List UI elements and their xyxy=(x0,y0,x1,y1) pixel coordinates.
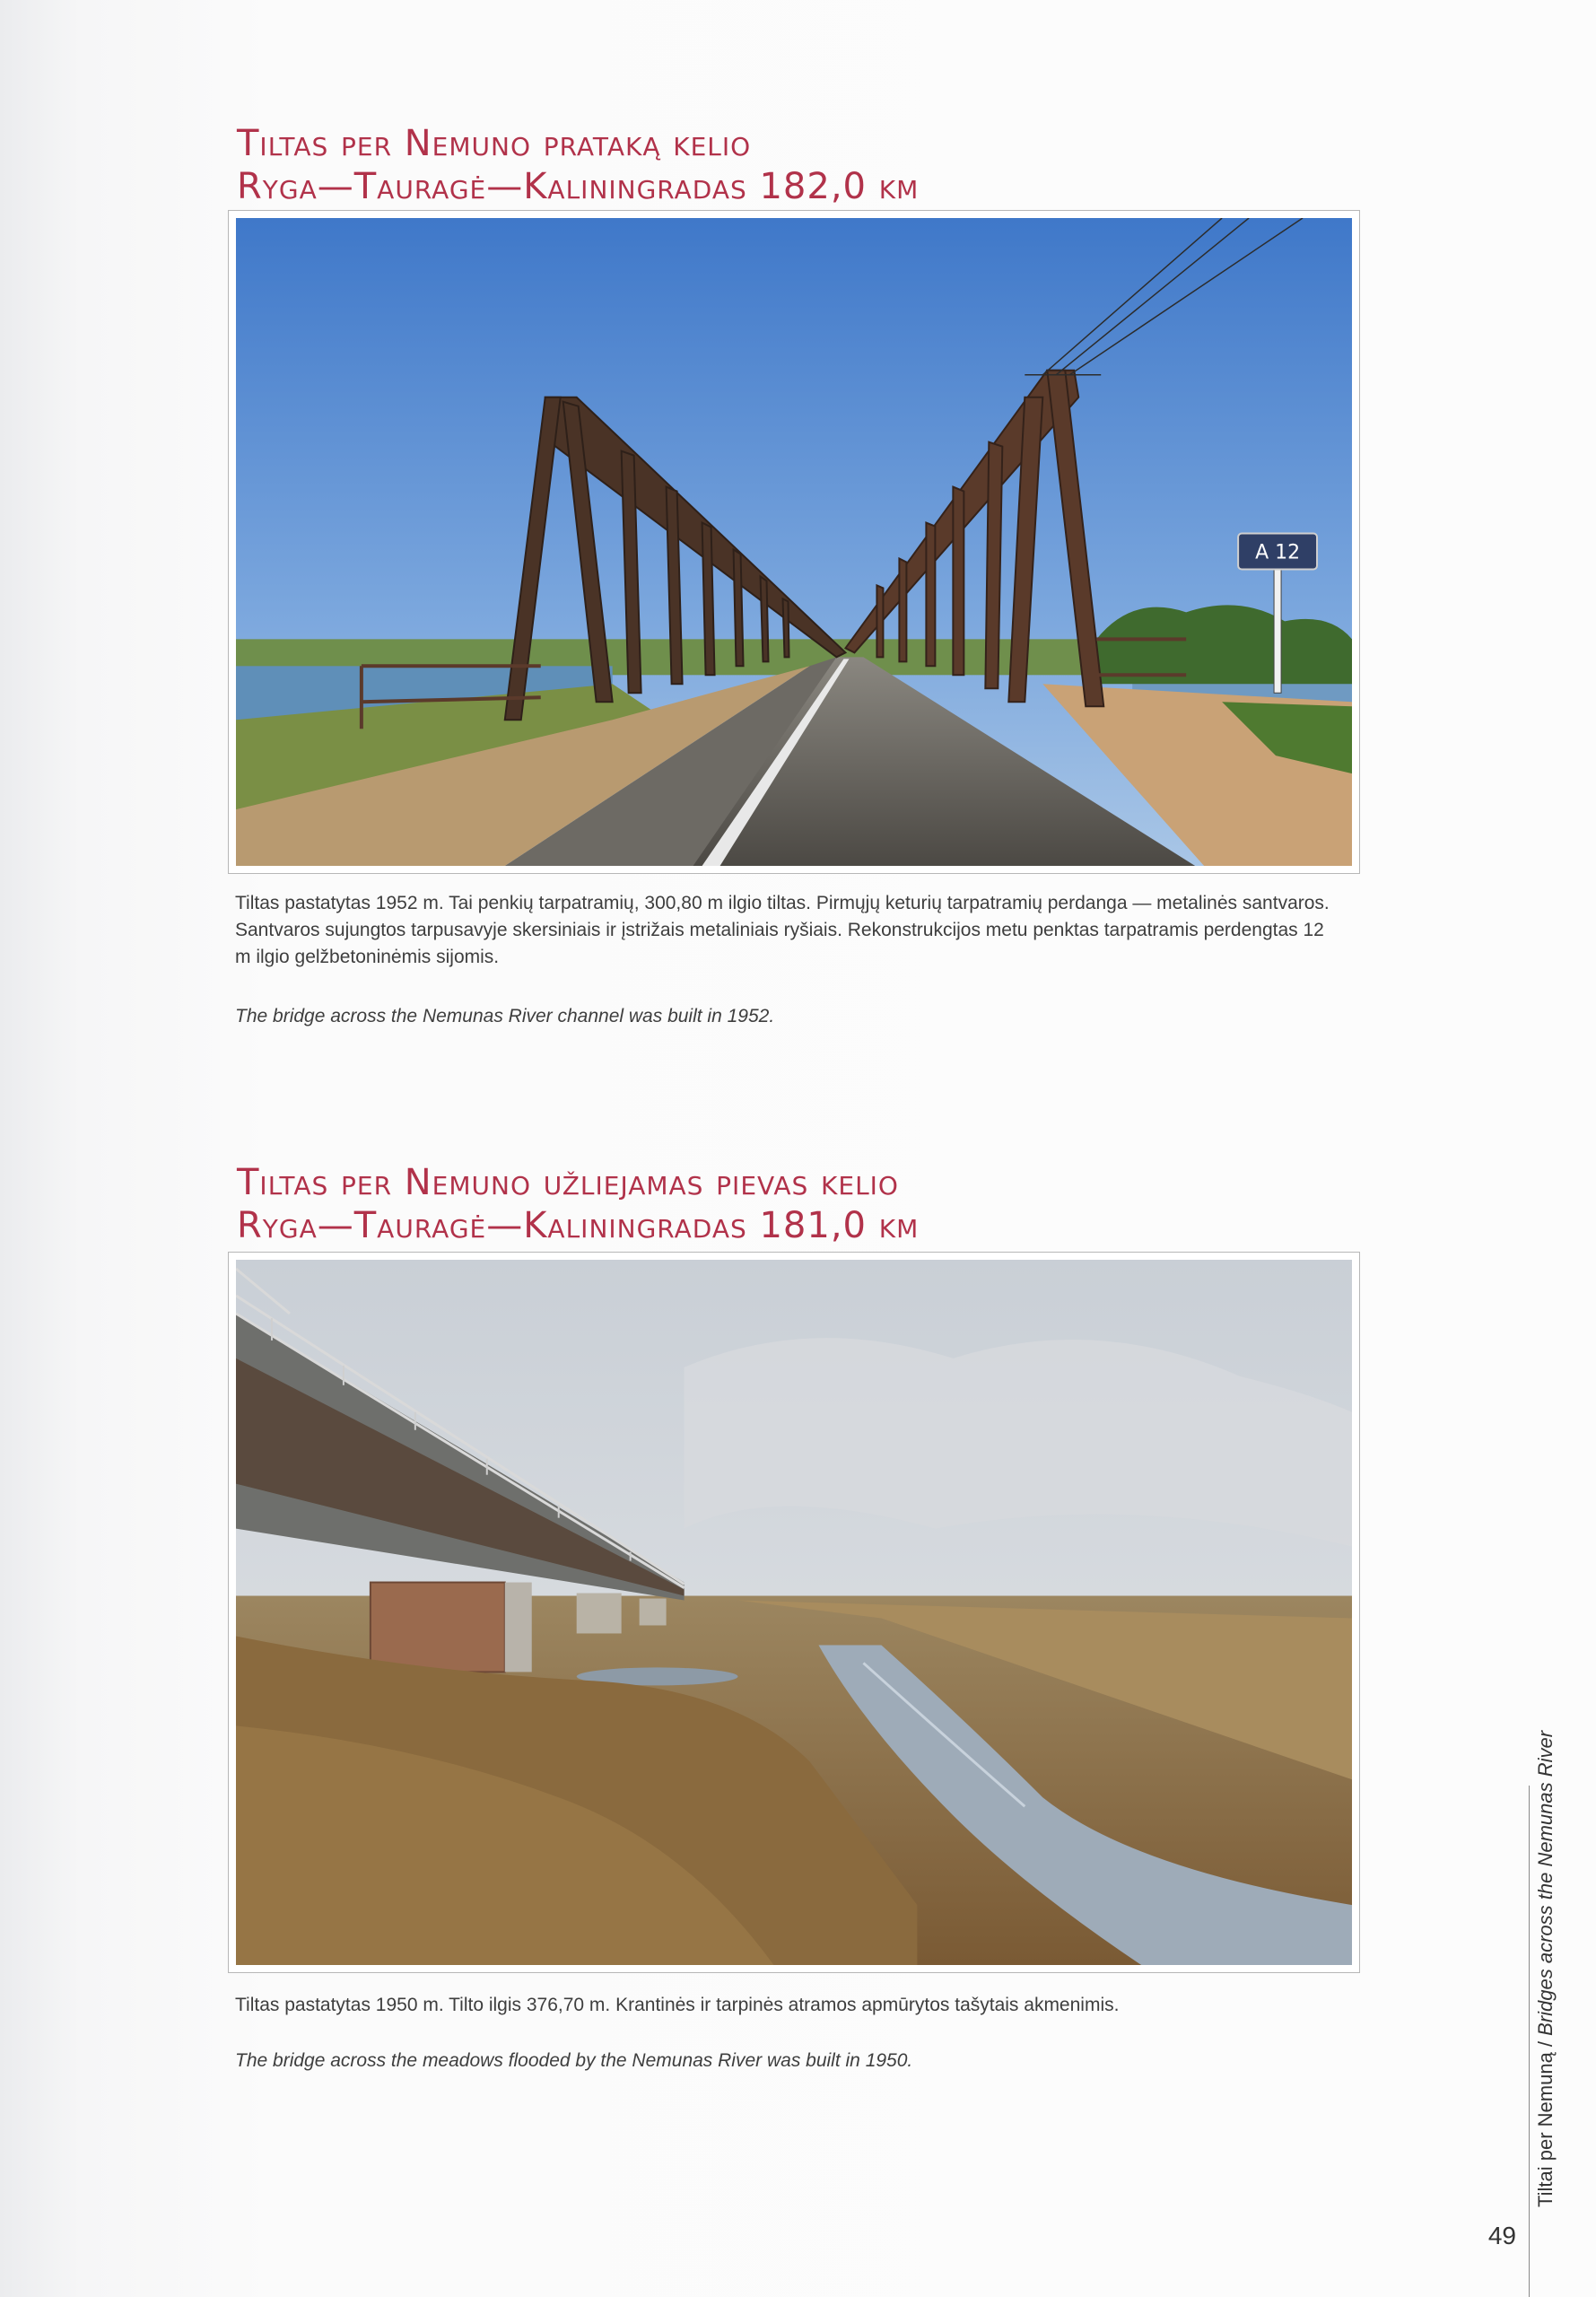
section1-heading xyxy=(237,122,919,208)
section2-caption-en: The bridge across the meadows flooded by the Nemunas River was built in 1950. xyxy=(235,2050,913,2071)
running-title xyxy=(1534,1731,1557,2207)
section1-caption-en: The bridge across the Nemunas River channel was built in 1952. xyxy=(235,1006,775,1026)
running-title-en: Bridges across the Nemunas River xyxy=(1534,1730,1557,2036)
section1-caption-lt: Tiltas pastatytas 1952 m. Tai penkių tarpatramių, 300,80 m ilgio tiltas. Pirmųjų keturių tarpatramių perdanga — metalinės santvaros. Santvaros sujungtos tarpusavyje skersiniais ir įstrižais metaliniais ryšiais. Rekonstrukcijos metu penktas tarpatramis perdengtas 12 m ilgio gelžbetoninėmis sijomis. xyxy=(235,893,1330,967)
page-number: 49 xyxy=(1487,2222,1516,2249)
section2-heading-line1: Tiltas per Nemuno užliejamas pievas kelio xyxy=(237,1162,899,1203)
sidebar-rule xyxy=(1529,1786,1530,2297)
truss-bridge-photo-frame xyxy=(228,210,1360,874)
meadow-bridge-photo xyxy=(236,1260,1352,1965)
meadow-bridge-photo-frame xyxy=(228,1252,1360,1973)
road-sign-label: A 12 xyxy=(1255,541,1301,564)
section1-heading-line2: Ryga—Tauragė—Kaliningradas 182,0 km xyxy=(237,166,920,207)
section2-caption-lt: Tiltas pastatytas 1950 m. Tilto ilgis 376,70 m. Krantinės ir tarpinės atramos apmūrytos tašytais akmenimis. xyxy=(235,1995,1120,2015)
section2-heading-line2: Ryga—Tauragė—Kaliningradas 181,0 km xyxy=(237,1205,920,1246)
section2-heading xyxy=(237,1161,919,1247)
section1-heading-line1: Tiltas per Nemuno prataką kelio xyxy=(237,123,752,164)
meadow-bridge-illustration xyxy=(236,1260,1352,1965)
truss-bridge-illustration xyxy=(236,218,1352,866)
running-title-lt: Tiltai per Nemuną / xyxy=(1534,2035,1557,2207)
truss-bridge-photo xyxy=(236,218,1352,866)
